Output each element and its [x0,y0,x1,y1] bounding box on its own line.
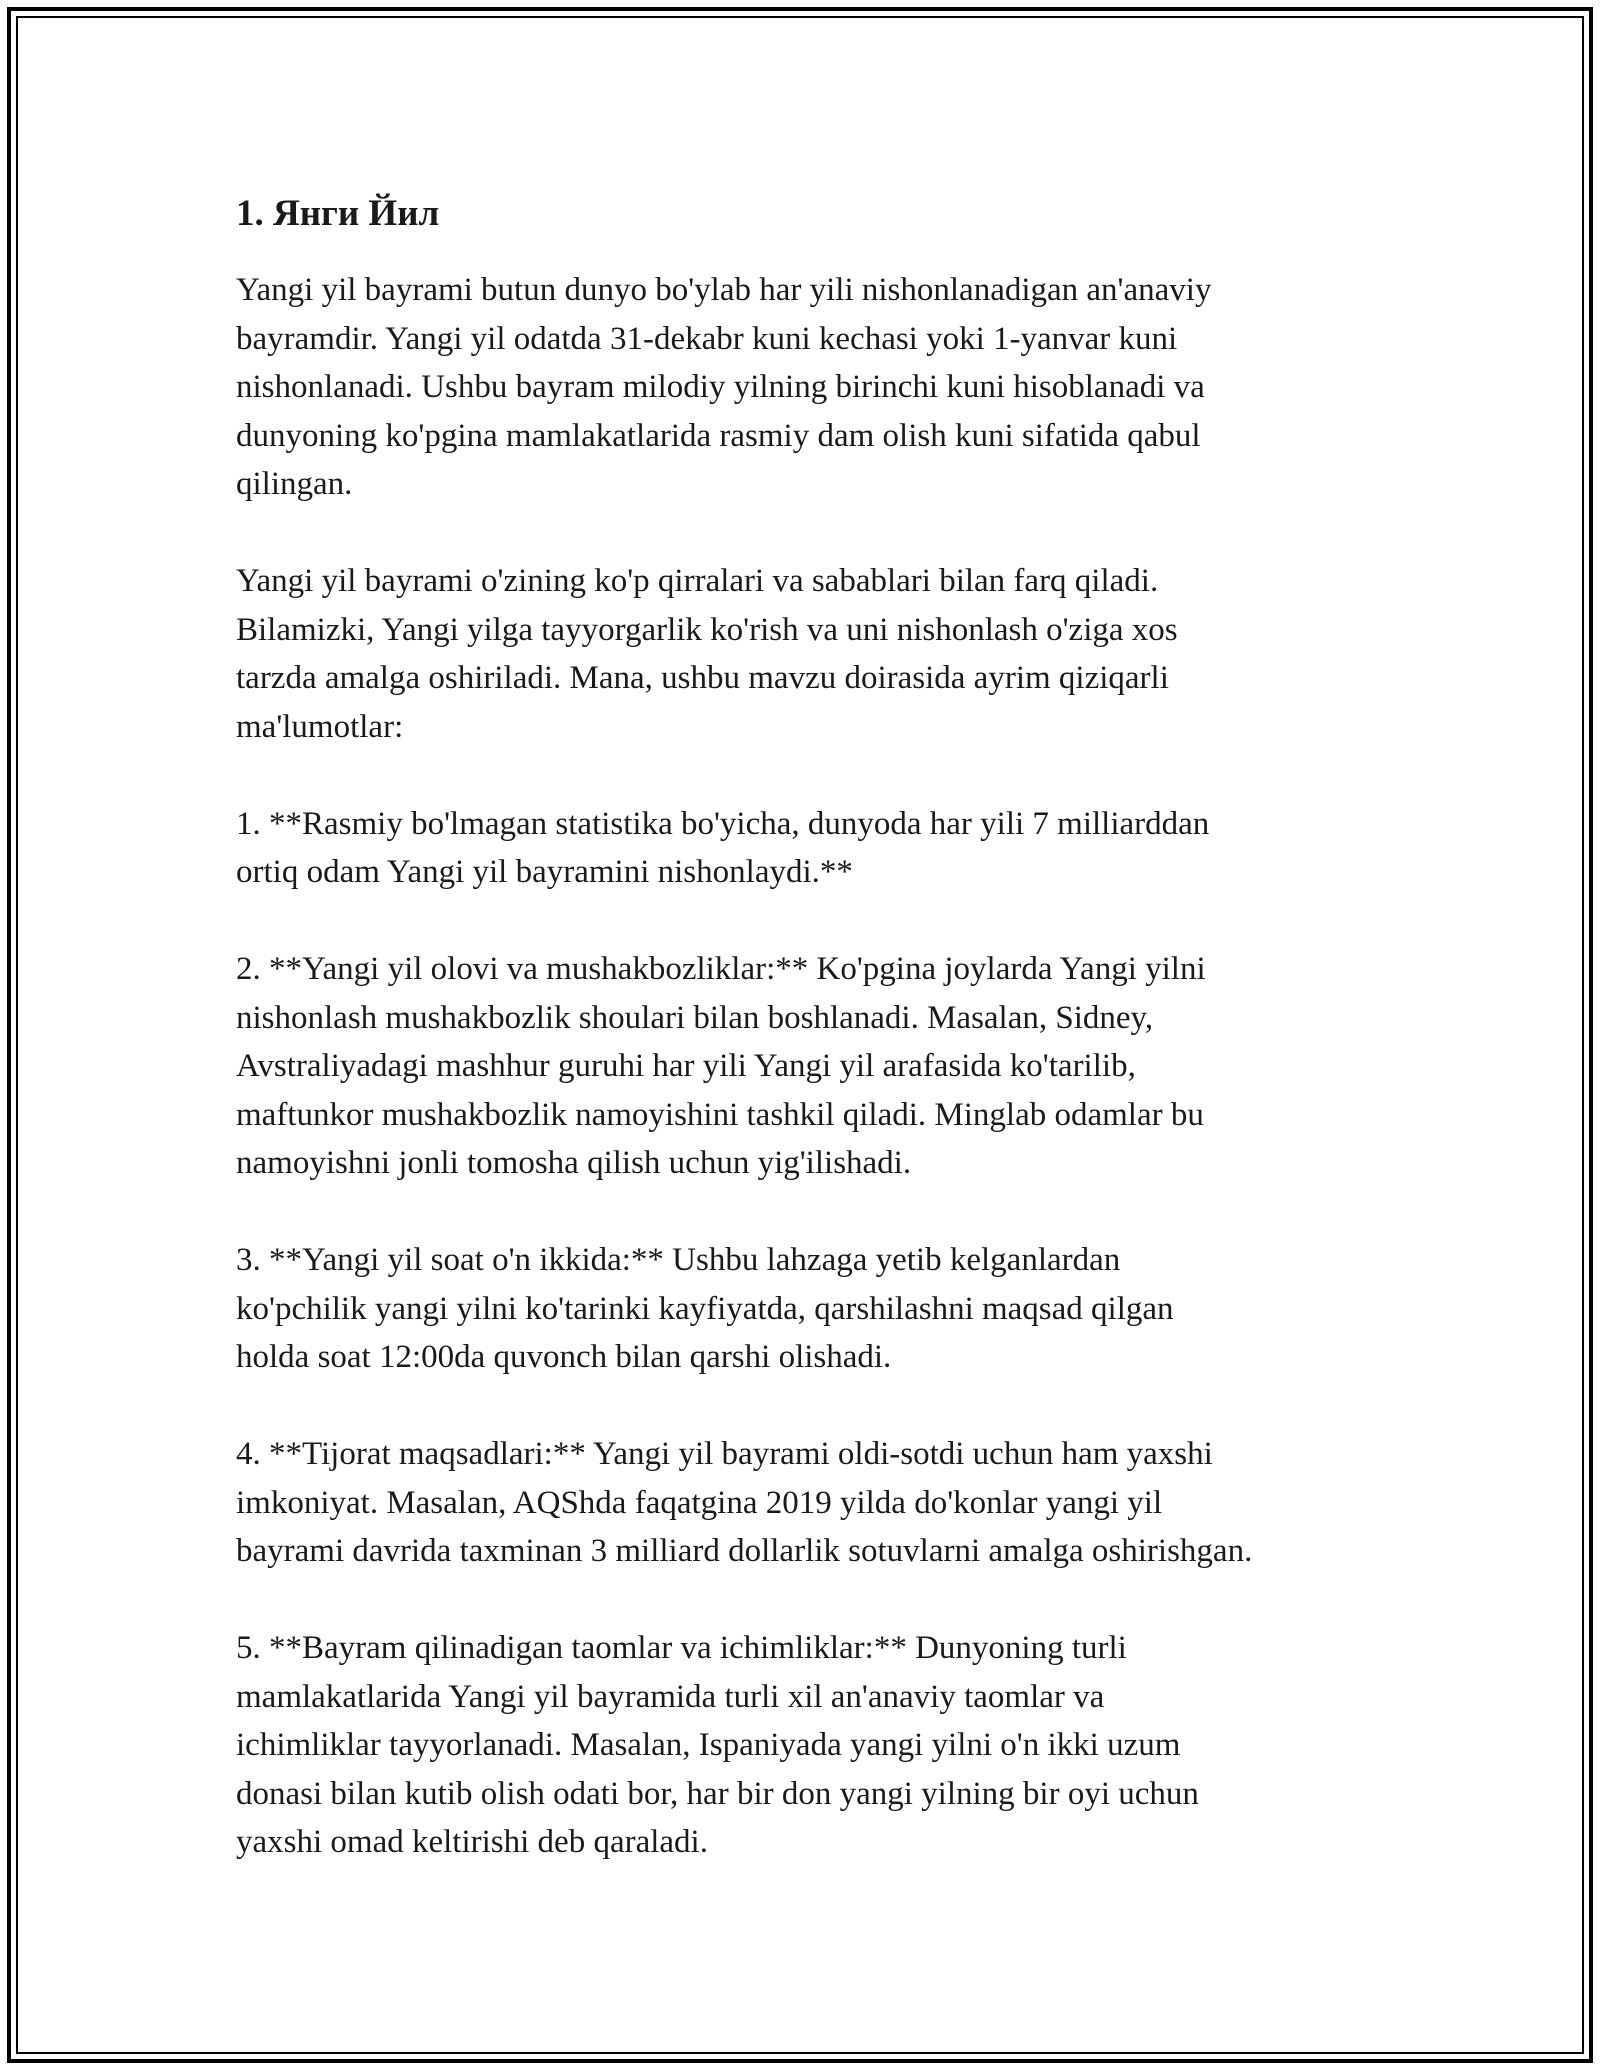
document-title: 1. Янги Йил [236,193,440,234]
list-item-3: 3. **Yangi yil soat o'n ikkida:** Ushbu lahzaga yetib kelganlardan ko'pchilik yangi yilni ko'tarinki kayfiyatda, qarshilashni maqsad qilgan holda soat 12:00da quvonch bilan qarshi olishadi. [236,1242,1174,1375]
list-item-4: 4. **Tijorat maqsadlari:** Yangi yil bayrami oldi-sotdi uchun ham yaxshi imkoniyat. Masalan, AQShda faqatgina 2019 yilda do'konlar yangi yil bayrami davrida taxminan 3 milliard dollarlik sotuvlarni amalga oshirishgan. [236,1436,1253,1569]
document-body [236,190,1426,1915]
list-item-2: 2. **Yangi yil olovi va mushakbozliklar:** Ko'pgina joylarda Yangi yilni nishonlash mushakbozlik shoulari bilan boshlanadi. Masalan, Sidney, Avstraliyadagi mashhur guruhi har yili Yangi yil arafasida ko'tarilib, maftunkor mushakbozlik namoyishini tashkil qiladi. Minglab odamlar bu namoyishni jonli tomosha qilish uchun yig'ilishadi. [236,951,1206,1181]
paragraph-features: Yangi yil bayrami o'zining ko'p qirralari va sabablari bilan farq qiladi. Bilamizki, Yangi yilga tayyorgarlik ko'rish va uni nishonlash o'ziga xos tarzda amalga oshiriladi. Mana, ushbu mavzu doirasida ayrim qiziqarli ma'lumotlar: [236,563,1178,745]
paragraph-intro: Yangi yil bayrami butun dunyo bo'ylab har yili nishonlanadigan an'anaviy bayramdir. Yangi yil odatda 31-dekabr kuni kechasi yoki 1-yanvar kuni nishonlanadi. Ushbu bayram milodiy yilning birinchi kuni hisoblanadi va dunyoning ko'pgina mamlakatlarida rasmiy dam olish kuni sifatida qabul qilingan. [236,272,1212,502]
list-item-5: 5. **Bayram qilinadigan taomlar va ichimliklar:** Dunyoning turli mamlakatlarida Yangi yil bayramida turli xil an'anaviy taomlar va ichimliklar tayyorlanadi. Masalan, Ispaniyada yangi yilni o'n ikki uzum donasi bilan kutib olish odati bor, har bir don yangi yilning bir oyi uchun yaxshi omad keltirishi deb qaraladi. [236,1630,1199,1860]
list-item-1: 1. **Rasmiy bo'lmagan statistika bo'yicha, dunyoda har yili 7 milliarddan ortiq odam Yangi yil bayramini nishonlaydi.** [236,805,1210,890]
